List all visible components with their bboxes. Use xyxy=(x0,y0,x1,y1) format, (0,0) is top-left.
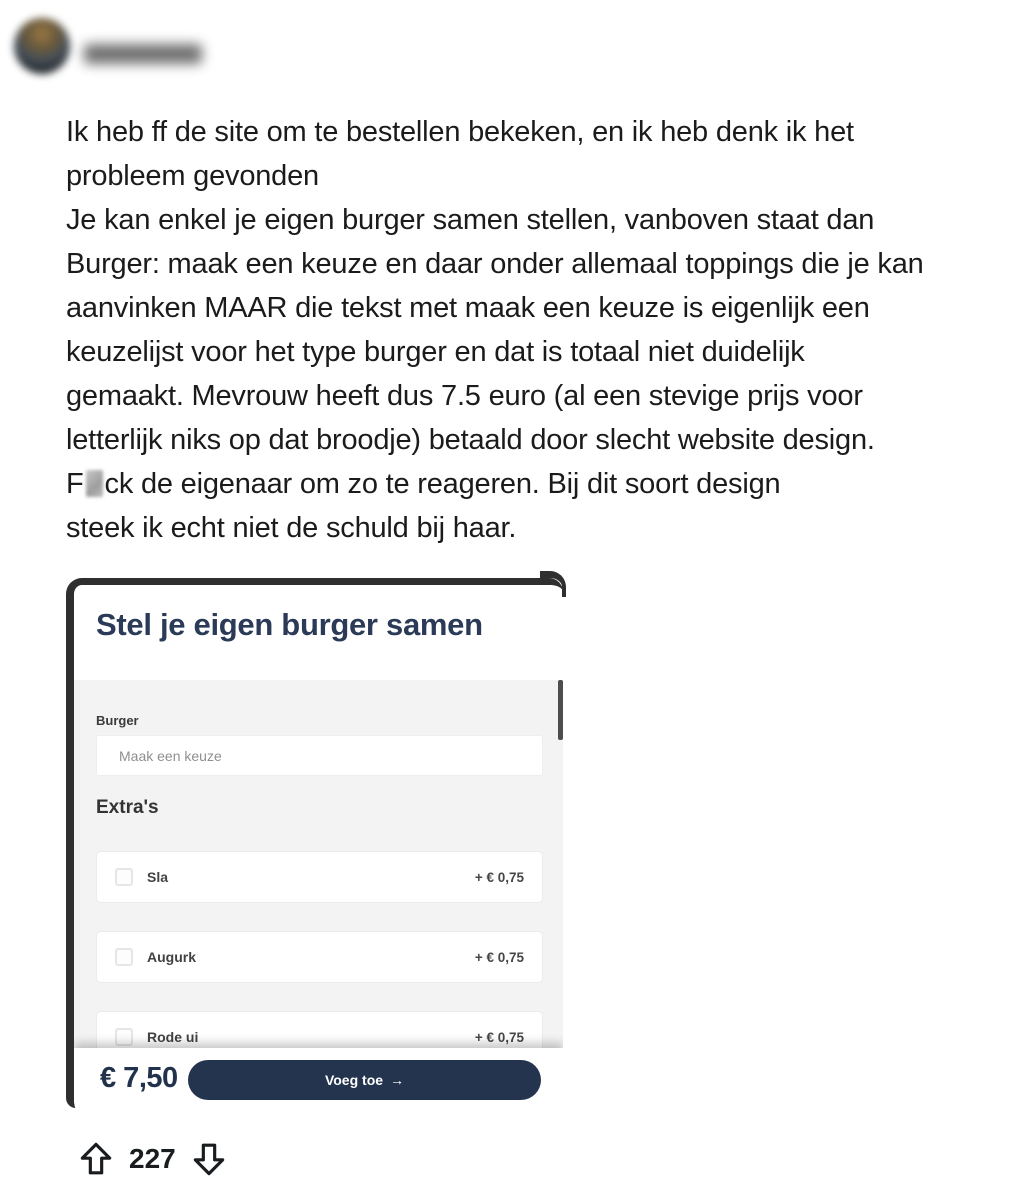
add-to-cart-button xyxy=(188,1060,541,1100)
extra-label: Rode ui xyxy=(147,1029,199,1045)
extra-price: + € 0,75 xyxy=(474,869,524,885)
comment-line: steek ik echt niet de schuld bij haar. xyxy=(66,512,517,544)
extras-heading: Extra's xyxy=(96,797,159,818)
arrow-right-icon: → xyxy=(390,1072,405,1088)
extra-label: Augurk xyxy=(147,949,196,965)
downvote-button[interactable] xyxy=(189,1138,229,1180)
comment-line: Ik heb ff de site om te bestellen bekeken, en ik heb denk ik het xyxy=(66,116,854,148)
checkbox-icon xyxy=(115,1028,133,1046)
vote-count: 227 xyxy=(129,1143,176,1174)
comment-line: gemaakt. Mevrouw heeft dus 7.5 euro (al een stevige prijs voor xyxy=(66,380,863,412)
username-blurred[interactable] xyxy=(84,44,202,64)
checkbox-icon xyxy=(115,868,133,886)
screenshot-title: Stel je eigen burger samen xyxy=(96,607,483,642)
arrow-down-icon xyxy=(189,1138,229,1180)
scrollbar-thumb xyxy=(558,680,563,740)
extra-row-sla xyxy=(96,851,543,903)
censored-text-after: ck de eigenaar om zo te reageren. Bij dit soort design xyxy=(104,468,781,500)
comment-line: letterlijk niks op dat broodje) betaald door slecht website design. xyxy=(66,424,875,456)
comment-line: probleem gevonden xyxy=(66,160,319,192)
comment-line: Je kan enkel je eigen burger samen stellen, vanboven staat dan xyxy=(66,204,875,236)
comment-body xyxy=(66,110,1022,550)
extra-price: + € 0,75 xyxy=(474,1029,524,1045)
extra-label: Sla xyxy=(147,869,169,885)
screenshot-content xyxy=(74,585,563,1108)
censored-text-before: F xyxy=(66,468,84,500)
order-footer xyxy=(74,1048,563,1108)
arrow-up-icon xyxy=(76,1138,116,1180)
comment-line: aanvinken MAAR die tekst met maak een keuze is eigenlijk een xyxy=(66,292,870,324)
censored-character-box xyxy=(86,470,103,497)
add-button-label: Voeg toe xyxy=(324,1072,384,1088)
burger-field-label: Burger xyxy=(96,713,139,728)
vote-controls xyxy=(76,1138,229,1180)
user-avatar[interactable] xyxy=(14,18,70,74)
embedded-screenshot[interactable] xyxy=(66,578,563,1108)
extra-price: + € 0,75 xyxy=(474,949,524,965)
burger-select xyxy=(96,735,543,776)
comment-line: keuzelijst voor het type burger en dat is totaal niet duidelijk xyxy=(66,336,805,368)
comment-line-censored xyxy=(66,462,1022,506)
total-price: € 7,50 xyxy=(100,1062,178,1094)
checkbox-icon xyxy=(115,948,133,966)
comment-line: Burger: maak een keuze en daar onder allemaal toppings die je kan xyxy=(66,248,924,280)
extra-row-augurk xyxy=(96,931,543,983)
burger-select-placeholder: Maak een keuze xyxy=(119,747,222,764)
upvote-button[interactable] xyxy=(76,1138,116,1180)
